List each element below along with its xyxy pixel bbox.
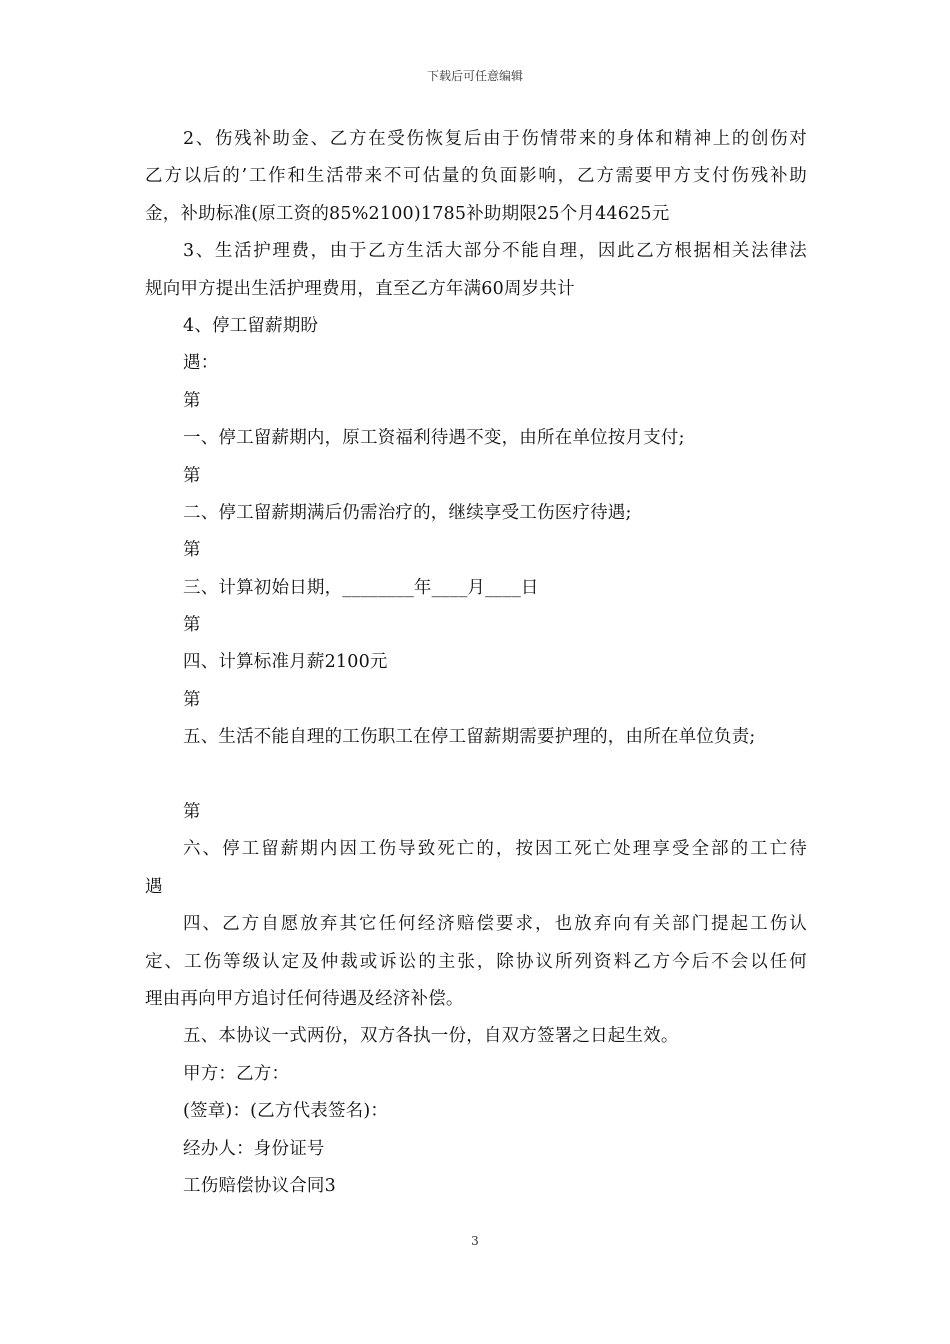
- section-title: 工伤赔偿协议合同3: [183, 1175, 336, 1196]
- paragraph-line: 遇：: [183, 353, 219, 374]
- paragraph-line: 第: [183, 390, 201, 411]
- document-body: [145, 121, 807, 1205]
- signature-handler: 经办人：身份证号: [183, 1138, 325, 1159]
- paragraph-line: 第: [183, 802, 201, 823]
- header-note: 下载后可任意编辑: [426, 69, 523, 83]
- paragraph-line: 一、停工留薪期内，原工资福利待遇不变，由所在单位按月支付;: [183, 428, 685, 449]
- paragraph-line: 遇: [145, 876, 163, 897]
- paragraph-line: 二、停工留薪期满后仍需治疗的，继续享受工伤医疗待遇;: [183, 502, 632, 523]
- signature-stamp: (签章)：(乙方代表签名)：: [183, 1101, 389, 1122]
- paragraph-line: 规向甲方提出生活护理费用，直至乙方年满60周岁共计: [145, 278, 575, 299]
- paragraph-line: 理由再向甲方追讨任何待遇及经济补偿。: [145, 988, 464, 1009]
- paragraph-line: 第: [183, 689, 201, 710]
- paragraph-line: 五、本协议一式两份，双方各执一份，自双方签署之日起生效。: [183, 1026, 679, 1047]
- paragraph-line: 第: [183, 465, 201, 486]
- signature-parties: 甲方：乙方：: [183, 1063, 290, 1084]
- paragraph-line: 金，补助标准(原工资的85%2100)1785补助期限25个月44625元: [145, 203, 670, 224]
- page-number: 3: [471, 1234, 479, 1248]
- paragraph-line: 乙方以后的’工作和生活带来不可估量的负面影响，乙方需要甲方支付伤残补助: [145, 166, 807, 187]
- paragraph-line: 3、生活护理费，由于乙方生活大部分不能自理，因此乙方根据相关法律法: [183, 241, 807, 262]
- paragraph-line: 四、乙方自愿放弃其它任何经济赔偿要求，也放弃向有关部门提起工伤认: [183, 914, 807, 935]
- paragraph-line: 第: [183, 540, 201, 561]
- paragraph-line: 五、生活不能自理的工伤职工在停工留薪期需要护理的，由所在单位负责;: [183, 727, 756, 748]
- paragraph-line: 2、伤残补助金、乙方在受伤恢复后由于伤情带来的身体和精神上的创伤对: [183, 129, 807, 149]
- paragraph-line: 三、计算初始日期，________年____月____日: [183, 577, 539, 598]
- paragraph-line: 4、停工留薪期盼: [183, 315, 319, 336]
- paragraph-line: 定、工伤等级认定及仲裁或诉讼的主张，除协议所列资料乙方今后不会以任何: [145, 951, 807, 972]
- paragraph-line: 六、停工留薪期内因工伤导致死亡的，按因工死亡处理享受全部的工亡待: [183, 839, 807, 860]
- paragraph-line: 四、计算标准月薪2100元: [183, 652, 388, 673]
- blank-line: [145, 757, 807, 794]
- paragraph-line: 第: [183, 615, 201, 636]
